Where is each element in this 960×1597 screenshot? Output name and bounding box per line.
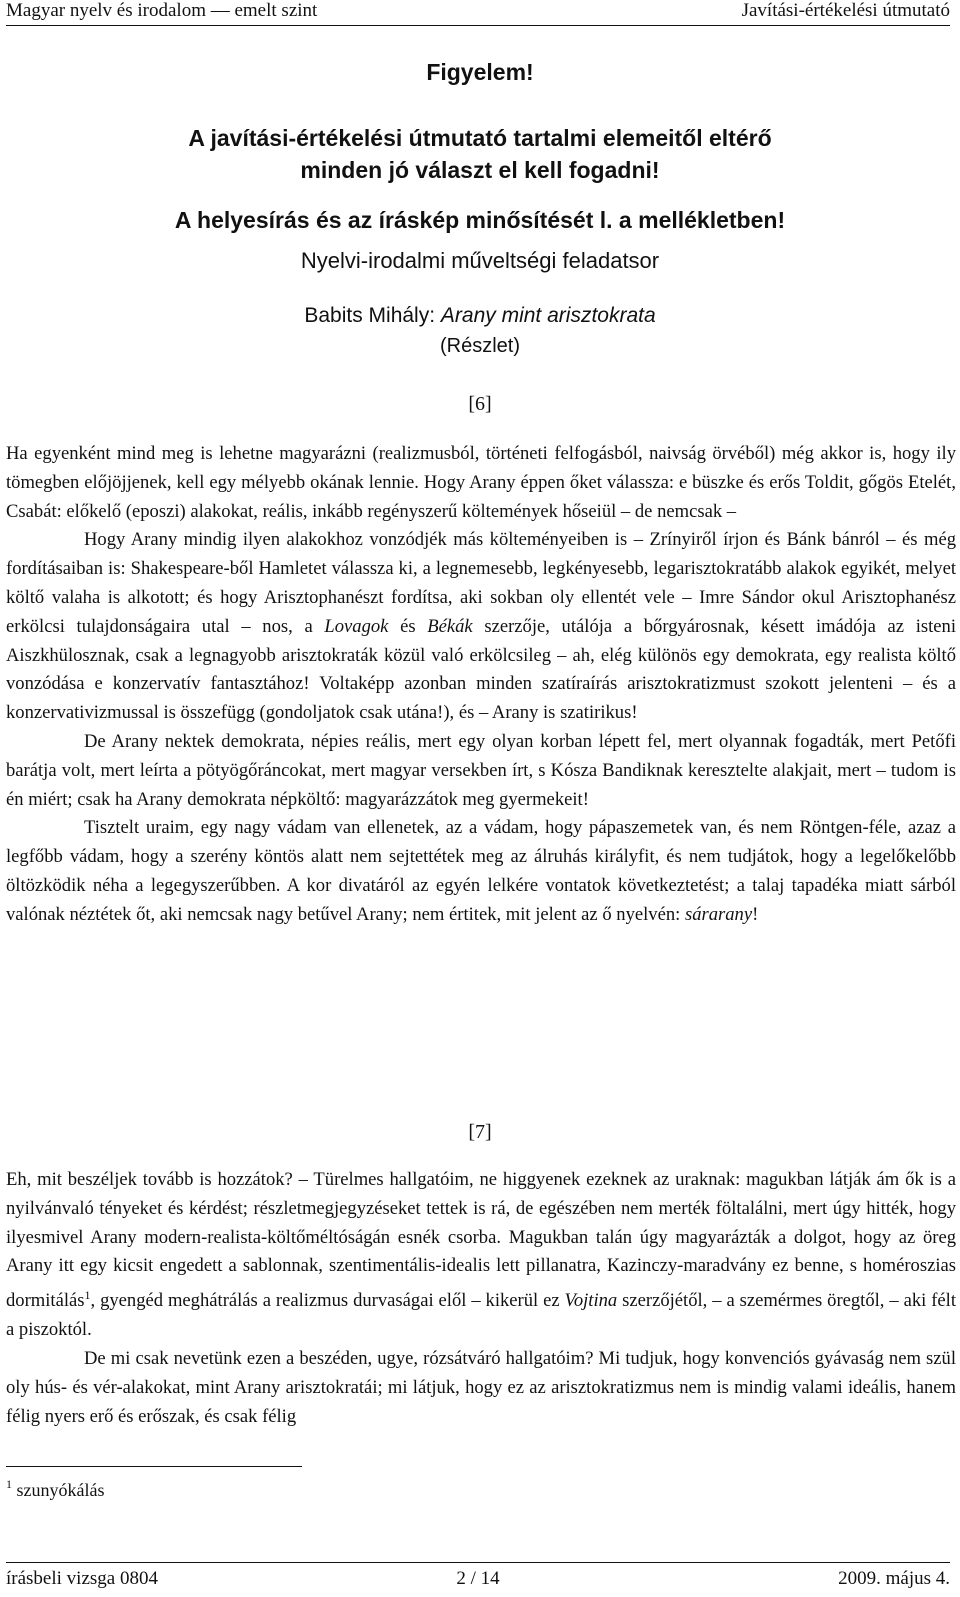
header-right: Javítási-értékelési útmutató bbox=[741, 0, 950, 21]
paragraph: Tisztelt uraim, egy nagy vádam van ellenetek, az a vádam, hogy pápaszemetek van, és nem Röntgen-féle, azaz a legfőbb vádam, hogy a szerény köntös alatt nem sejtettétek meg az álruhás királyfit, és nem tudjátok, hogy a legelőkelőbb öltözködik néha a legegyszerűbben. A kor divatáról az egyén lelkére vontatok következtetést; a talaj tapadéka miatt sárból valónak néztétek őt, aki nemcsak nagy betűvel Arany; nem értitek, mit jelent az ő nyelvén: sárarany! bbox=[6, 817, 956, 925]
text-author: Babits Mihály: bbox=[304, 304, 441, 327]
footnote-text: szunyókálás bbox=[12, 1480, 105, 1500]
paragraph: De Arany nektek demokrata, népies reális, mert egy olyan korban lépett fel, mert olyannak fogadták, mert Petőfi barátja volt, mert leírta a pötyögőráncokat, mert magyar versekben írt, s Kósza Bandiknak keresztelte alakjait, mert – tudom is én miért; csak ha Arany demokrata népköltő: magyarázzátok meg gyermekeit! bbox=[6, 730, 956, 810]
paragraph: De mi csak nevetünk ezen a beszéden, ugye, rózsátváró hallgatóim? Mi tudjuk, hogy konvenciós gyávaság nem szül oly hús- és vér-alakokat, mint Arany arisztokratái; mi látjuk, hogy ez az arisztokratizmus nem is mindig valami ideális, hanem félig nyers erő és erőszak, és csak félig bbox=[6, 1347, 956, 1427]
footnote bbox=[6, 1470, 104, 1504]
text-note: (Részlet) bbox=[439, 335, 520, 357]
work-title: Vojtina bbox=[564, 1290, 618, 1312]
paragraph: Ha egyenként mind meg is lehetne magyarázni (realizmusból, történeti felfogásból, naivság örvéből) még akkor is, hogy ily tömegben előjöjjenek, kell egy mélyebb okának lennie. Hogy Arany éppen őket válassza: e büszke és erős Toldit, gőgös Etelét, Csabát: előkelő (eposzi) alakokat, reális, inkább regényszerű költemények hőseiül – de nemcsak – bbox=[6, 443, 956, 522]
page-number: 2 / 14 bbox=[456, 1568, 500, 1589]
header-left: Magyar nyelv és irodalom — emelt szint bbox=[6, 0, 318, 21]
notice-heading: Figyelem! bbox=[426, 59, 534, 85]
footnote-ref[interactable]: 1 bbox=[84, 1288, 91, 1303]
page-header bbox=[6, 0, 950, 22]
paragraph: Eh, mit beszéljek tovább is hozzátok? – Türelmes hallgatóim, ne higgyenek ezeknek az uraknak: magukban látják ám ők is a nyilvánvaló tényeket és kérdést; részletmegjegyzéseket tettek is rá, de egészében nem merték föltalálni, mert úgy hitték, hogy ilyesmivel Arany modern-realista-költőméltóságán esnék csorba. Magukban talán úgy magyarázták a dolgot, hogy az öreg Arany itt egy kicsit engedett a sablonnak, szentimentális-idealis lett pillanatra, Kazinczy-maradvány ez benne, s homéroszias dormitálás$^1$, gyengéd meghátrálás a realizmus durvaságai elől – kikerül ez Vojtina szerzőjétől, – a szemérmes öregtől, – aki félt a piszoktól. bbox=[6, 1169, 956, 1341]
footnote-number: 1 bbox=[6, 1477, 12, 1491]
footnote-divider bbox=[6, 1466, 302, 1467]
passage-part-6 bbox=[6, 440, 956, 930]
paragraph: Hogy Arany mindig ilyen alakokhoz vonzódjék más költeményeiben is – Zrínyiről írjon és Bánk bánról – és még fordításaiban is: Shakespeare-ből Hamletet válassza ki, a legnemesebb, legkényesebb, legarisztokratább alakok egyikét, melyet költő valaha is alkotott; és hogy Arisztophanészt fordítsa, aki sokban oly ellentét vele – Imre Sándor okul Arisztophanész erkölcsi tulajdonságaira utal – nos, a Lovagok és Békák szerzője, utálója a bőrgyárosnak, késett imádója az isteni Aiszkhülosznak, csak a legnagyobb arisztokraták közül való erkölcsileg – ah, elég különös egy demokrata, egy realista költő vonzódása e konzervatív fantasztához! Voltaképp azonban minden szatíraírás arisztokratizmust szokott jelenteni – és a konzervativizmussal is összefügg (gondoljatok csak utána!), és – Arany is szatirikus! bbox=[6, 529, 956, 724]
work-title: Békák bbox=[427, 615, 473, 637]
section-title: Nyelvi-irodalmi műveltségi feladatsor bbox=[300, 248, 660, 273]
section-marker-7: [7] bbox=[468, 1121, 492, 1143]
notice-line-1: A javítási-értékelési útmutató tartalmi elemeitől eltérő bbox=[188, 125, 772, 151]
section-marker-6: [6] bbox=[468, 393, 492, 415]
text-heading bbox=[0, 302, 960, 330]
footer-date: 2009. május 4. bbox=[838, 1568, 950, 1589]
footer-divider bbox=[6, 1562, 950, 1563]
notice-line-3: A helyesírás és az íráskép minősítését l. a mellékletben! bbox=[174, 207, 786, 233]
footer-left: írásbeli vizsga 0804 bbox=[6, 1568, 158, 1589]
work-title: Lovagok bbox=[324, 615, 389, 637]
emphasized-word: sárarany bbox=[684, 903, 753, 925]
text-title: Arany mint arisztokrata bbox=[440, 304, 656, 327]
passage-part-7 bbox=[6, 1166, 956, 1431]
notice-line-2: minden jó választ el kell fogadni! bbox=[300, 157, 660, 183]
header-divider bbox=[6, 25, 950, 26]
